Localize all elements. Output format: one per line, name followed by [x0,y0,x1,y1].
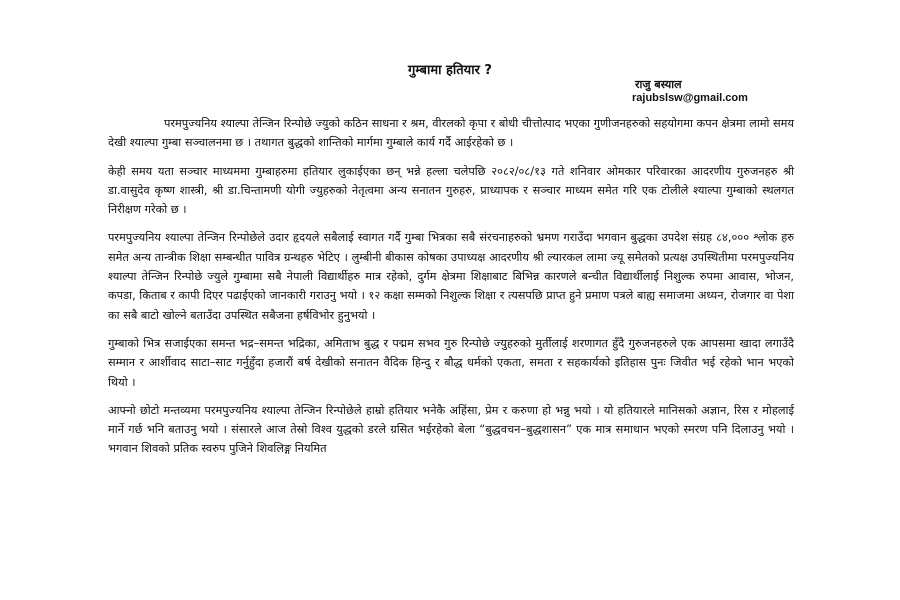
paragraph-4: गुम्बाको भित्र सजाईएका समन्त भद्र–समन्त भद्रिका, अमिताभ बुद्ध र पद्मम सभव गुरु रिन्पोछे ज्युहरुको मुर्तीलाई शरणागत हुँदै गुरुजनहरुले एक आपसमा खादा लगाउँदै सम्मान र आर्शीवाद साटा–साट गर्नुहुँदा हजारौं बर्ष देखीको सनातन वैदिक हिन्दु र बौद्ध धर्मको एकता, समता र सहकार्यको इतिहास पुनः जिवीत भई रहेको भान भएको थियो । [108,336,794,389]
paragraph-5: आफ्नो छोटो मन्तव्यमा परमपुज्यनिय श्याल्पा तेन्जिन रिन्पोछेले हाम्रो हतियार भनेकै अहिंसा, प्रेम र करुणा हो भन्नु भयो । यो हतियारले मानिसको अज्ञान, रिस र मोहलाई मार्ने गर्छ भनि बताउनु भयो । संसारले आज तेस्रो विश्व युद्धको डरले ग्रसित भईरहेको बेला “बुद्धवचन–बुद्धशासन” एक मात्र समाधान भएको स्मरण पनि दिलाउनु भयो । भगवान शिवको प्रतिक स्वरुप पुजिने शिवलिङ्ग नियमित [108,403,794,456]
author-email: rajubslsw@gmail.com [632,92,748,104]
paragraph-1: परमपुज्यनिय श्याल्पा तेन्जिन रिन्पोछे ज्युको कठिन साधना र श्रम, वीरलको कृपा र बोधी चीत्तोत्पाद भएका गुणीजनहरुको सहयोगमा कपन क्षेत्रमा लामो समय देखी श्याल्पा गुम्बा सञ्चालनमा छ । तथागत बुद्धको शान्तिको मार्गमा गुम्बाले कार्य गर्दै आईरहेको छ । [108,117,794,150]
article-title: गुम्बामा हतियार ? [408,63,492,78]
paragraph-3: परमपुज्यनिय श्याल्पा तेन्जिन रिन्पोछेले उदार हृदयले सबैलाई स्वागत गर्दै गुम्बा भित्रका सबै संरचनाहरुको भ्रमण गराउँदा भगवान बुद्धका उपदेश संग्रह ८४,००० श्लोक हरु समेत अन्य तान्त्रीक शिक्षा सम्बन्धीत पावित्र ग्रन्थहरु भेटिए । लुम्बीनी बीकास कोषका उपाध्यक्ष आदरणीय श्री ल्यारकल लामा ज्यू समेतको प्रत्यक्ष उपस्थितीमा परमपुज्यनिय श्याल्पा तेन्जिन रिन्पोछे ज्युले गुम्बामा सबै नेपाली विद्यार्थीहरु मात्र रहेको, दुर्गम क्षेत्रमा शिक्षाबाट बिभिन्न कारणले बन्चीत विद्यार्थीलाई निशुल्क रुपमा आवास, भोजन, कपडा, किताब र कापी दिएर पढाईएको जानकारी गराउनु भयो । १२ कक्षा सम्मको निशुल्क शिक्षा र त्यसपछि प्राप्त हुने प्रमाण पत्रले बाह्य समाजमा अध्यन, रोजगार वा पेशा का सबै बाटो खोल्ने बताउँदा उपस्थित सबैजना हर्षविभोर हुनुभयो । [108,231,794,322]
author-name: राजु बस्याल [635,78,682,91]
paragraph-2: केही समय यता सञ्चार माध्यममा गुम्बाहरुमा हतियार लुकाईएका छन् भन्ने हल्ला चलेपछि २०८२/०८/१३ गते शनिवार ओमकार परिवारका आदरणीय गुरुजनहरु श्री डा.वासुदेव कृष्ण शास्त्री, श्री डा.चिन्तामणी योगी ज्युहरुको नेतृत्वमा अन्य सनातन गुरुहरु, प्राध्यापक र सञ्चार माध्यम समेत गरि एक टोलीले श्याल्पा गुम्बाको स्थलगत निरीक्षण गरेको छ । [108,164,794,217]
article-body [108,114,794,468]
